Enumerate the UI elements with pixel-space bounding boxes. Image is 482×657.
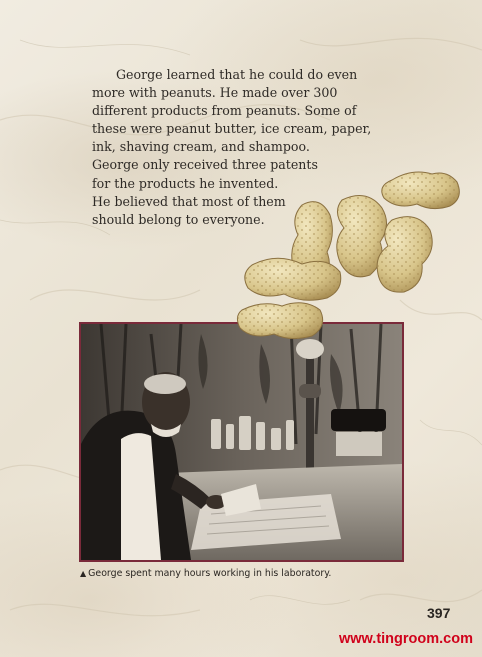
page-number: 397	[427, 605, 451, 621]
peanuts-icon	[232, 160, 472, 350]
body-line: for the products he invented.	[92, 175, 279, 191]
body-line: should belong to everyone.	[92, 211, 265, 227]
body-line: George learned that he could do even	[116, 67, 358, 82]
body-line: He believed that most of them	[92, 193, 286, 209]
caption-marker-icon: ▲	[80, 569, 87, 578]
body-line: more with peanuts. He made over 300	[92, 85, 338, 101]
body-line: ink, shaving cream, and shampoo.	[92, 139, 310, 155]
body-line: these were peanut butter, ice cream, paper,	[92, 121, 372, 137]
laboratory-photo-icon	[81, 324, 402, 560]
watermark-link[interactable]: www.tingroom.com	[339, 631, 473, 647]
body-line: different products from peanuts. Some of	[92, 103, 357, 119]
body-line: George only received three patents	[92, 157, 318, 173]
photo-caption	[80, 568, 331, 579]
caption-text: George spent many hours working in his laboratory.	[88, 568, 332, 579]
photo-frame	[79, 322, 404, 562]
